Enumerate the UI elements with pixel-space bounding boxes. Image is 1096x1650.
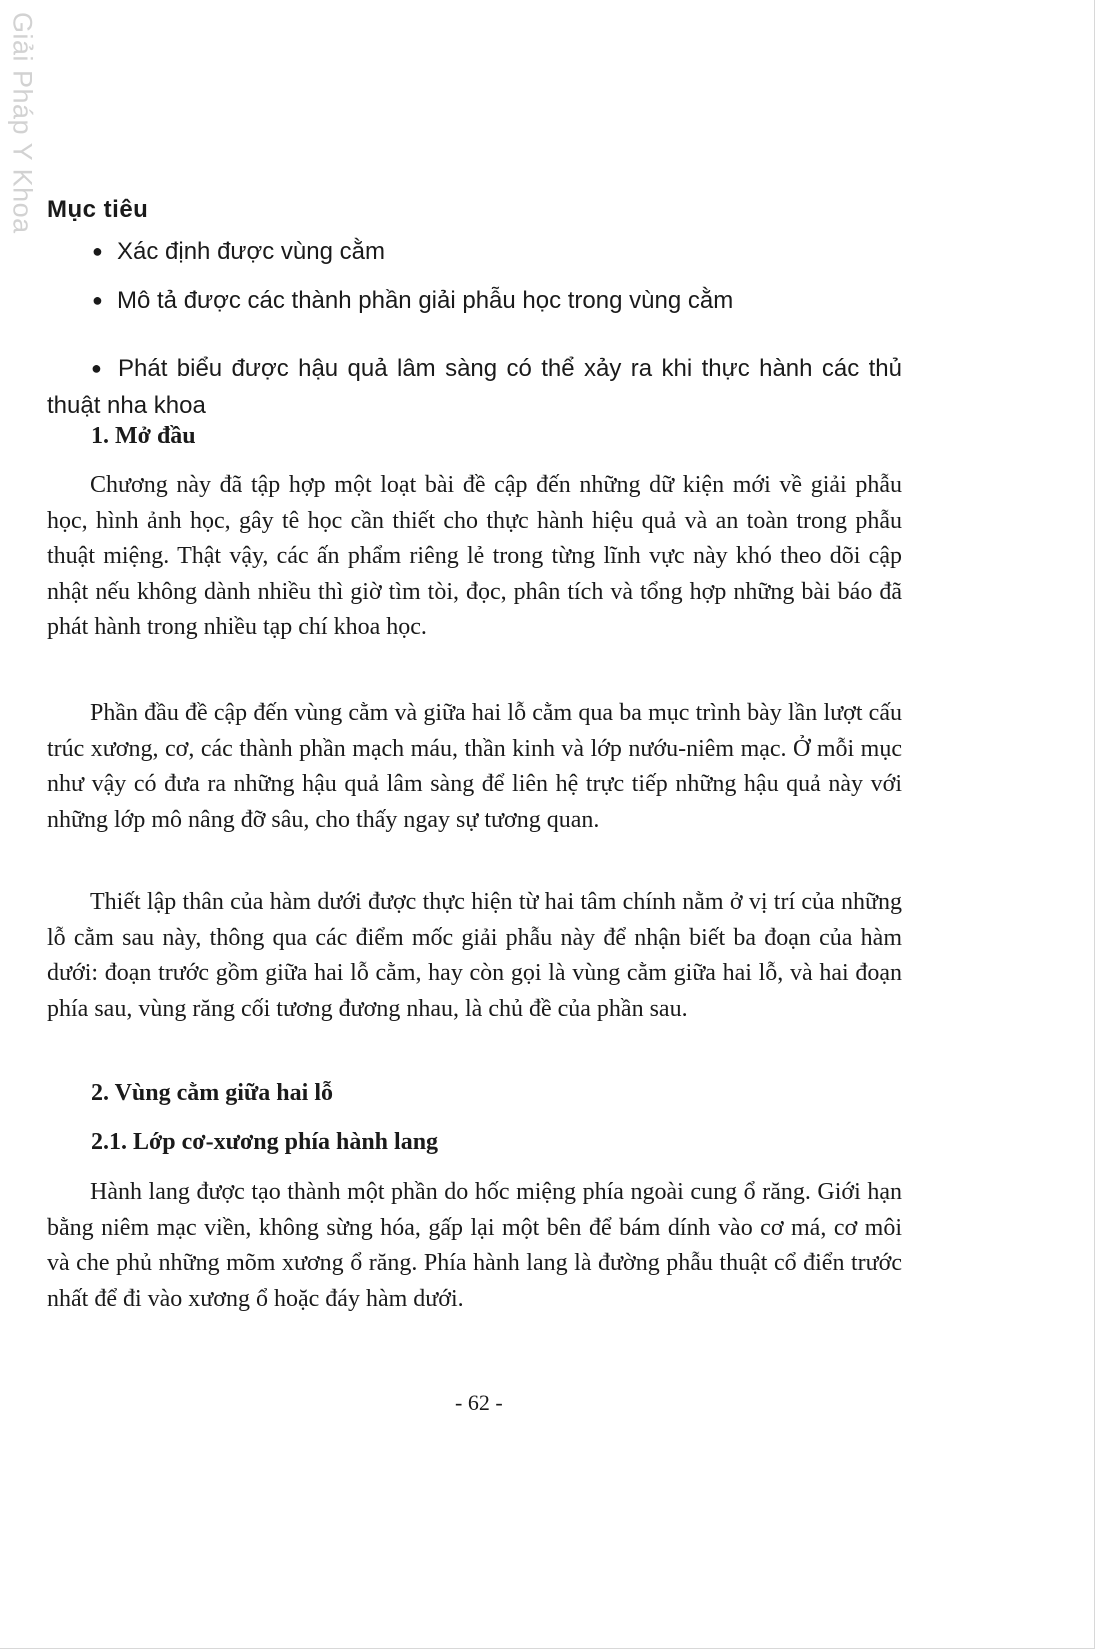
bullet-icon: ● [92, 241, 103, 261]
objectives-title: Mục tiêu [47, 196, 149, 223]
section-heading: 2. Vùng cằm giữa hai lỗ [91, 1080, 333, 1106]
objective-item: ● Phát biểu được hậu quả lâm sàng có thể xảy ra khi thực hành các thủ thuật nha khoa [47, 350, 902, 424]
subsection-heading: 2.1. Lớp cơ-xương phía hành lang [91, 1129, 439, 1155]
objective-item: ● Mô tả được các thành phần giải phẫu học trong vùng cằm [92, 287, 734, 314]
bullet-icon: ● [91, 358, 102, 378]
paragraph: Chương này đã tập hợp một loạt bài đề cập đến những dữ kiện mới về giải phẫu học, hình ảnh học, gây tê học cần thiết cho thực hành hiệu quả và an toàn trong phẫu thuật miệng. Thật vậy, các ấn phẩm riêng lẻ trong từng lĩnh vực này khó theo dõi cập nhật nếu không dành nhiều thì giờ tìm tòi, đọc, phân tích và tổng hợp những bài báo đã phát hành trong nhiều tạp chí khoa học. [47, 472, 902, 641]
bullet-icon: ● [92, 290, 103, 310]
objective-item: ● Xác định được vùng cằm [92, 238, 385, 265]
watermark-text: Giải Pháp Y Khoa [7, 12, 38, 234]
section-heading: 1. Mở đầu [91, 423, 196, 449]
paragraph: Thiết lập thân của hàm dưới được thực hiện từ hai tâm chính nằm ở vị trí của những lỗ cằm sau này, thông qua các điểm mốc giải phẫu này để nhận biết ba đoạn của hàm dưới: đoạn trước gồm giữa hai lỗ cằm, hay còn gọi là vùng cằm giữa hai lỗ, và hai đoạn phía sau, vùng răng cối tương đương nhau, là chủ đề của phần sau. [47, 889, 902, 1022]
watermark [2, 12, 42, 252]
paragraph: Hành lang được tạo thành một phần do hốc miệng phía ngoài cung ổ răng. Giới hạn bằng niêm mạc viền, không sừng hóa, gấp lại một bên để bám dính vào cơ má, cơ môi và che phủ những mõm xương ổ răng. Phía hành lang là đường phẫu thuật cổ điển trước nhất để đi vào xương ổ hoặc đáy hàm dưới. [47, 1179, 902, 1312]
page-number: - 62 - [455, 1390, 503, 1415]
paragraph: Phần đầu đề cập đến vùng cằm và giữa hai lỗ cằm qua ba mục trình bày lần lượt cấu trúc xương, cơ, các thành phần mạch máu, thần kinh và lớp nướu-niêm mạc. Ở mỗi mục như vậy có đưa ra những hậu quả lâm sàng để liên hệ trực tiếp những hậu quả này với những lớp mô nâng đỡ sâu, cho thấy ngay sự tương quan. [47, 700, 902, 833]
